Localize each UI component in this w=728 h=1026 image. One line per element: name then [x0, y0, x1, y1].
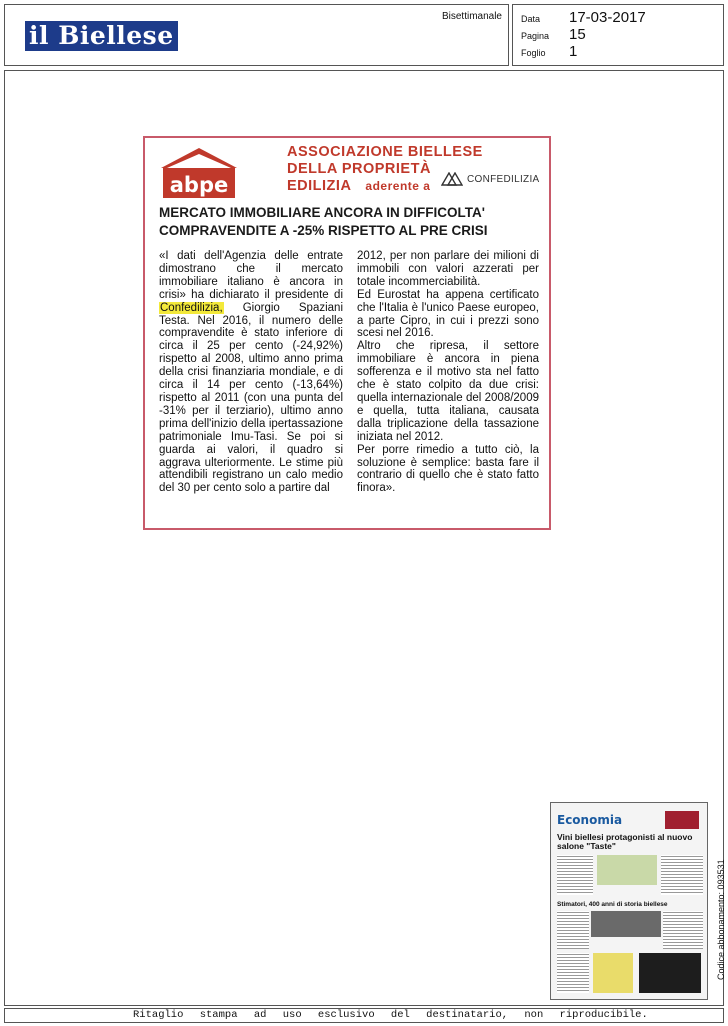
- meta-key: Data: [521, 14, 541, 24]
- meta-row-page: [521, 26, 715, 43]
- meta-value: 1: [569, 43, 578, 60]
- thumbnail-ad: [639, 953, 701, 993]
- footer-notice: Ritaglio stampa ad uso esclusivo del destinatario, non riproducibile.: [4, 1008, 724, 1023]
- thumbnail-headline: Vini biellesi protagonisti al nuovo salone "Taste": [557, 832, 693, 851]
- thumbnail-ad: [665, 811, 699, 829]
- subscription-code: Codice abbonamento: 093531: [716, 859, 726, 980]
- meta-key: Pagina: [521, 31, 550, 41]
- article-headline: [159, 204, 539, 240]
- paragraph: Per porre rimedio a tutto ciò, la soluzione è semplice: basta fare il contrario di quello che è stato fatto finora».: [357, 443, 539, 495]
- abpe-logo-text: abpe: [169, 173, 229, 197]
- paragraph: Ed Eurostat ha appena certificato che l'Italia è l'unico Paese europeo, a parte Cipro, in cui i prezzi sono scesi nel 2016.: [357, 288, 539, 340]
- association-name: [287, 144, 483, 195]
- masthead-box: [4, 4, 509, 66]
- meta-row-sheet: [521, 43, 715, 60]
- thumbnail-ad: [593, 953, 633, 993]
- thumbnail-text-block: [557, 855, 593, 895]
- thumbnail-photo: [597, 855, 657, 885]
- meta-key: Foglio: [521, 48, 546, 58]
- confedilizia-mark-icon: [441, 172, 463, 186]
- periodicity-label: Bisettimanale: [441, 11, 502, 22]
- headline-line: MERCATO IMMOBILIARE ANCORA IN DIFFICOLTA': [159, 205, 485, 220]
- association-line: EDILIZIA aderente a: [287, 178, 431, 194]
- metadata-box: [512, 4, 724, 66]
- article-clipping: [143, 136, 551, 530]
- association-line: ASSOCIAZIONE BIELLESE: [287, 144, 483, 160]
- headline-line: COMPRAVENDITE A -25% RISPETTO AL PRE CRISI: [159, 223, 488, 238]
- abpe-logo: [159, 146, 239, 198]
- adherent-label: aderente a: [365, 179, 431, 193]
- page-thumbnail: [550, 802, 708, 1000]
- confedilizia-text: CONFEDILIZIA: [467, 173, 540, 185]
- paragraph: «I dati dell'Agenzia delle entrate dimostrano che il mercato immobiliare italiano è ancora in crisi» ha dichiarato il presidente di Confedilizia, Giorgio Spaziani Testa. Nel 2016, il numero delle compravendite è stato inferiore di circa il 25 per cento (-24,92%) rispetto al 2008, ultimo anno prima della crisi finanziaria mondiale, e di circa il 14 per cento (-13,64%) rispetto al 2011 (con una punta del -31% per il terziario), ultimo anno prima dell'inizio della ipertassazione patrimoniale Imu-Tasi. Se poi si guarda ai valori, il quadro si aggrava ulteriormente. Le stime più attendibili registrano un calo medio del 30 per cento solo a partire dal: [159, 250, 343, 495]
- thumbnail-text-block: [661, 855, 703, 895]
- paragraph: 2012, per non parlare dei milioni di immobili con valori azzerati per totale incommerciabilità.: [357, 250, 539, 288]
- article-column-1: [159, 250, 343, 495]
- association-line: DELLA PROPRIETÀ: [287, 161, 431, 177]
- meta-value: 17-03-2017: [569, 9, 646, 26]
- confedilizia-logo: [441, 172, 540, 186]
- thumbnail-section: Economia: [557, 813, 623, 827]
- masthead-logo: il Biellese: [25, 21, 178, 51]
- meta-value: 15: [569, 26, 586, 43]
- article-column-2: [357, 250, 539, 495]
- thumbnail-text-block: [557, 911, 589, 949]
- meta-row-date: [521, 9, 715, 26]
- thumbnail-text-block: [663, 911, 703, 949]
- thumbnail-photo: [591, 911, 661, 937]
- highlighted-text: Confedilizia,: [160, 301, 223, 314]
- thumbnail-text-block: [557, 953, 589, 993]
- thumbnail-headline: Stimatori, 400 anni di storia biellese: [557, 901, 668, 908]
- paragraph: Altro che ripresa, il settore immobiliare è ancora in piena sofferenza e il motivo sta nel fatto che è stato colpito da due crisi: quella internazionale del 2008/2009 e quella, tutta italiana, causata dalla triplicazione della tassazione iniziata nel 2012.: [357, 340, 539, 443]
